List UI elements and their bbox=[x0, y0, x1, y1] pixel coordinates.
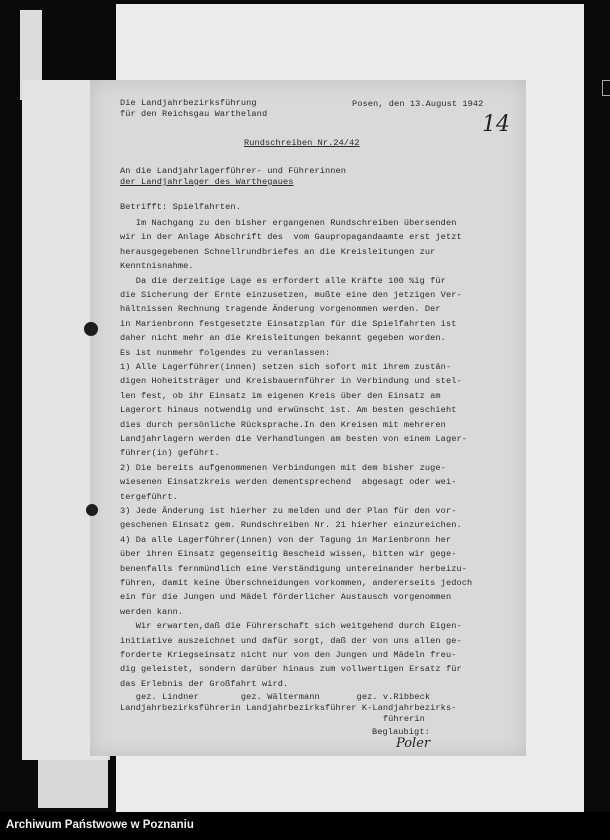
body-line: Wir erwarten,daß die Führerschaft sich weitgehend durch Eigen- bbox=[120, 621, 462, 632]
body-line: in Marienbronn festgesetzte Einsatzplan für die Spielfahrten ist bbox=[120, 318, 457, 329]
body-line: Landjahrlagern werden die Verhandlungen am besten von einem Lager- bbox=[120, 434, 467, 444]
signature-titles: Landjahrbezirksführerin Landjahrbezirksführer K-Landjahrbezirks- bbox=[120, 703, 457, 713]
body-line: benenfalls fernmündlich eine Verständigung untereinander herbeizu- bbox=[120, 563, 467, 574]
body-line: dies durch persönliche Rücksprache.In den Kreisen mit mehreren bbox=[120, 419, 446, 430]
subject-line: Betrifft: Spielfahrten. bbox=[120, 202, 241, 212]
handwritten-signature: Poler bbox=[396, 736, 431, 751]
left-edge-sheet-bottom bbox=[38, 760, 108, 808]
body-line: initiative auszeichnet und dafür sorgt, daß der von uns allen ge- bbox=[120, 635, 462, 646]
archive-name: Archiwum Państwowe w Poznaniu bbox=[6, 819, 194, 831]
document-title: Rundschreiben Nr.24/42 bbox=[244, 138, 360, 148]
body-line: wir in der Anlage Abschrift des vom Gaupropagandaamte erst jetzt bbox=[120, 232, 462, 243]
document-page bbox=[90, 80, 526, 756]
body-line: ein für die Jungen und Mädel förderlicher Austausch vorgenommen bbox=[120, 592, 452, 603]
body-line: 3) Jede Änderung ist hierher zu melden und der Plan für den vor- bbox=[120, 506, 457, 516]
body-line: wiesenen Einsatzkreis werden dementsprechend abgesagt oder wei- bbox=[120, 477, 457, 488]
body-line: die Sicherung der Ernte einzusetzen, mußte eine den jetzigen Ver- bbox=[120, 290, 462, 300]
sender-line-2: für den Reichsgau Wartheland bbox=[120, 109, 268, 119]
body-line: Im Nachgang zu den bisher ergangenen Rundschreiben übersenden bbox=[120, 218, 457, 228]
body-line: Lagerort hinaus notwendig und erwünscht ist. Am besten geschieht bbox=[120, 405, 457, 416]
body-line: hältnissen Rechnung tragende Änderung vorgenommen werden. Der bbox=[120, 304, 441, 315]
addressee-line-1: An die Landjahrlagerführer- und Führerinnen bbox=[120, 166, 347, 176]
signature-names: gez. Lindner gez. Wältermann gez. v.Ribbeck bbox=[120, 692, 431, 702]
place-date: Posen, den 13.August 1942 bbox=[352, 99, 484, 109]
body-line: werden kann. bbox=[120, 606, 184, 617]
body-line: führer(in) geführt. bbox=[120, 448, 220, 459]
page-corner-mark bbox=[602, 80, 610, 96]
body-line: geschenen Einsatz gem. Rundschreiben Nr. 21 hierher einzureichen. bbox=[120, 520, 462, 531]
body-line: dig geleistet, sondern darüber hinaus zum vollwertigen Ersatz für bbox=[120, 664, 462, 675]
archive-caption-bar bbox=[0, 812, 610, 840]
body-line: daher nicht mehr an die Kreisleitungen bekannt gegeben worden. bbox=[120, 333, 446, 344]
punch-hole-icon bbox=[84, 322, 98, 336]
body-line: 4) Da alle Lagerführer(innen) von der Tagung in Marienbronn her bbox=[120, 534, 452, 545]
body-line: digen Hoheitsträger und Kreisbauernführer in Verbindung und stel- bbox=[120, 376, 462, 387]
body-line: 2) Die bereits aufgenommenen Verbindungen mit dem bisher zuge- bbox=[120, 462, 446, 473]
body-line: herausgegebenen Schnellrundbriefes an die Kreisleitungen zur bbox=[120, 246, 436, 257]
body-line: Es ist nunmehr folgendes zu veranlassen: bbox=[120, 347, 331, 358]
punch-hole-icon bbox=[86, 504, 98, 516]
body-line: forderte Kriegseinsatz nicht nur von den Jungen und Mädeln freu- bbox=[120, 650, 457, 660]
body-line: das Erlebnis der Großfahrt wird. bbox=[120, 678, 289, 689]
addressee-line-2: der Landjahrlager des Warthegaues bbox=[120, 177, 294, 187]
certified-label: Beglaubigt: bbox=[372, 727, 430, 737]
body-line: tergeführt. bbox=[120, 491, 178, 502]
body-line: 1) Alle Lagerführer(innen) setzen sich sofort mit ihrem zustän- bbox=[120, 362, 452, 372]
page-number: 14 bbox=[482, 112, 510, 137]
body-line: über ihren Einsatz gegenseitig Bescheid wissen, bitten wir gege- bbox=[120, 549, 457, 560]
signature-titles-cont: führerin bbox=[120, 714, 425, 724]
sender-line-1: Die Landjahrbezirksführung bbox=[120, 98, 257, 108]
body-line: len fest, ob ihr Einsatz im eigenen Kreis über den Einsatz am bbox=[120, 390, 441, 401]
body-line: Kenntnisnahme. bbox=[120, 261, 194, 272]
body-line: Da die derzeitige Lage es erfordert alle Kräfte 100 %ig für bbox=[120, 275, 446, 286]
body-line: führen, damit keine Überschneidungen vorkommen, andererseits jedoch bbox=[120, 578, 473, 588]
